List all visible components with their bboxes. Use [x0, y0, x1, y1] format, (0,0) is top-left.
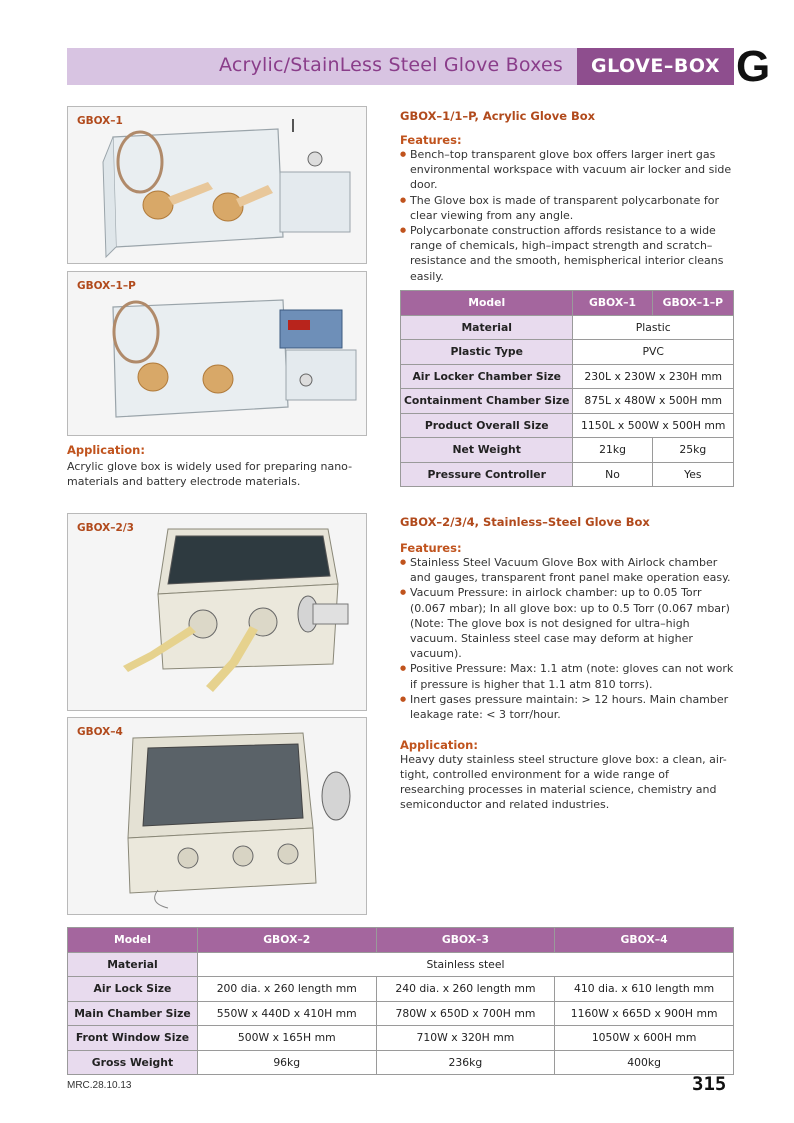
table-cell: 1050W x 600H mm	[555, 1026, 734, 1051]
image-gbox-1	[67, 106, 367, 264]
features-list	[400, 555, 736, 722]
row-label: Net Weight	[401, 438, 573, 463]
table-cell: Yes	[652, 462, 733, 487]
table-cell: Plastic	[573, 315, 734, 340]
feature-item: ● Positive Pressure: Max: 1.1 atm (note: gloves can not work if pressure is higher that 1.1 atm 810 torrs).	[400, 661, 736, 691]
table-row	[68, 952, 734, 977]
image-label: GBOX–2/3	[77, 522, 134, 534]
table-cell: 236kg	[376, 1050, 555, 1075]
application-text: Acrylic glove box is widely used for preparing nano-materials and battery electrode materials.	[67, 460, 353, 488]
table-row	[401, 340, 734, 365]
row-label: Material	[401, 315, 573, 340]
page-number: 315	[692, 1073, 727, 1095]
application-text: Heavy duty stainless steel structure glove box: a clean, air-tight, controlled environment for a wide range of researching processes in material science, chemistry and semiconductor and related industries.	[400, 753, 727, 812]
table-row	[401, 413, 734, 438]
table-cell: 400kg	[555, 1050, 734, 1075]
feature-item: ● Stainless Steel Vacuum Glove Box with Airlock chamber and gauges, transparent front panel make operation easy.	[400, 555, 736, 585]
row-label: Pressure Controller	[401, 462, 573, 487]
table-cell: 875L x 480W x 500H mm	[573, 389, 734, 414]
table-header-row	[68, 928, 734, 953]
page-title: Acrylic/StainLess Steel Glove Boxes	[219, 54, 563, 76]
feature-item: ● Vacuum Pressure: in airlock chamber: up to 0.05 Torr (0.067 mbar); In all glove box: up to 0.5 Torr (0.067 mbar) (Note: The glove box is not designed for ultra–high vacuum. Stainless steel case may deform at higher vacuum).	[400, 585, 736, 661]
features-list	[400, 147, 736, 284]
image-label: GBOX–4	[77, 726, 123, 738]
table-row	[401, 438, 734, 463]
table-cell: 96kg	[197, 1050, 376, 1075]
table-header: GBOX–3	[376, 928, 555, 953]
row-label: Material	[68, 952, 198, 977]
section-title: GBOX–2/3/4, Stainless–Steel Glove Box	[400, 515, 650, 529]
table-cell: 230L x 230W x 230H mm	[573, 364, 734, 389]
row-label: Product Overall Size	[401, 413, 573, 438]
table-cell: 500W x 165H mm	[197, 1026, 376, 1051]
table-header: GBOX–4	[555, 928, 734, 953]
table-header: GBOX–1–P	[652, 291, 733, 316]
table-row	[68, 1026, 734, 1051]
table-cell: 710W x 320H mm	[376, 1026, 555, 1051]
table-row	[401, 364, 734, 389]
steel-spec-table	[67, 927, 734, 1075]
steel-section	[400, 515, 736, 812]
feature-item: ● Polycarbonate construction affords resistance to a wide range of chemicals, high–impact strength and scratch–resistance and the smooth, hemispherical interior cleans easily.	[400, 223, 736, 284]
table-header: Model	[401, 291, 573, 316]
application-heading: Application:	[67, 443, 145, 457]
table-cell: 1160W x 665D x 900H mm	[555, 1001, 734, 1026]
table-cell: 550W x 440D x 410H mm	[197, 1001, 376, 1026]
image-label: GBOX–1	[77, 115, 123, 127]
table-cell: 200 dia. x 260 length mm	[197, 977, 376, 1002]
table-cell: 21kg	[573, 438, 652, 463]
table-header: GBOX–1	[573, 291, 652, 316]
table-row	[68, 1050, 734, 1075]
acrylic-glove-box-controller-illustration	[68, 272, 367, 436]
image-label: GBOX–1–P	[77, 280, 136, 292]
table-header: Model	[68, 928, 198, 953]
section-letter: G	[736, 42, 771, 91]
table-row	[401, 315, 734, 340]
row-label: Plastic Type	[401, 340, 573, 365]
left-application	[67, 443, 367, 489]
table-row	[401, 389, 734, 414]
table-cell: No	[573, 462, 652, 487]
features-heading: Features:	[400, 133, 462, 147]
row-label: Air Locker Chamber Size	[401, 364, 573, 389]
acrylic-glove-box-illustration	[68, 107, 367, 264]
table-cell: Stainless steel	[197, 952, 733, 977]
image-gbox-4	[67, 717, 367, 915]
row-label: Front Window Size	[68, 1026, 198, 1051]
table-cell: 240 dia. x 260 length mm	[376, 977, 555, 1002]
table-row	[401, 462, 734, 487]
table-cell: 410 dia. x 610 length mm	[555, 977, 734, 1002]
table-row	[68, 977, 734, 1002]
image-gbox-2-3	[67, 513, 367, 711]
header-band	[67, 48, 577, 85]
large-stainless-glove-box-illustration	[68, 718, 367, 915]
table-cell: 780W x 650D x 700H mm	[376, 1001, 555, 1026]
feature-item: ● The Glove box is made of transparent polycarbonate for clear viewing from any angle.	[400, 193, 736, 223]
acrylic-spec-table	[400, 290, 734, 487]
image-gbox-1-p	[67, 271, 367, 436]
catalog-code: MRC.28.10.13	[67, 1080, 132, 1091]
row-label: Main Chamber Size	[68, 1001, 198, 1026]
features-heading: Features:	[400, 541, 462, 555]
table-header: GBOX–2	[197, 928, 376, 953]
feature-item: ● Bench–top transparent glove box offers larger inert gas environmental workspace with vacuum air locker and side door.	[400, 147, 736, 193]
section-title: GBOX–1/1–P, Acrylic Glove Box	[400, 109, 596, 123]
stainless-glove-box-illustration	[68, 514, 367, 711]
table-cell: 1150L x 500W x 500H mm	[573, 413, 734, 438]
row-label: Air Lock Size	[68, 977, 198, 1002]
category-badge: GLOVE–BOX	[577, 48, 734, 85]
table-cell: 25kg	[652, 438, 733, 463]
row-label: Containment Chamber Size	[401, 389, 573, 414]
feature-item: ● Inert gases pressure maintain: > 12 hours. Main chamber leakage rate: < 3 torr/hour.	[400, 692, 736, 722]
table-header-row	[401, 291, 734, 316]
table-cell: PVC	[573, 340, 734, 365]
acrylic-section	[400, 109, 736, 284]
application-heading: Application:	[400, 738, 478, 753]
table-row	[68, 1001, 734, 1026]
row-label: Gross Weight	[68, 1050, 198, 1075]
